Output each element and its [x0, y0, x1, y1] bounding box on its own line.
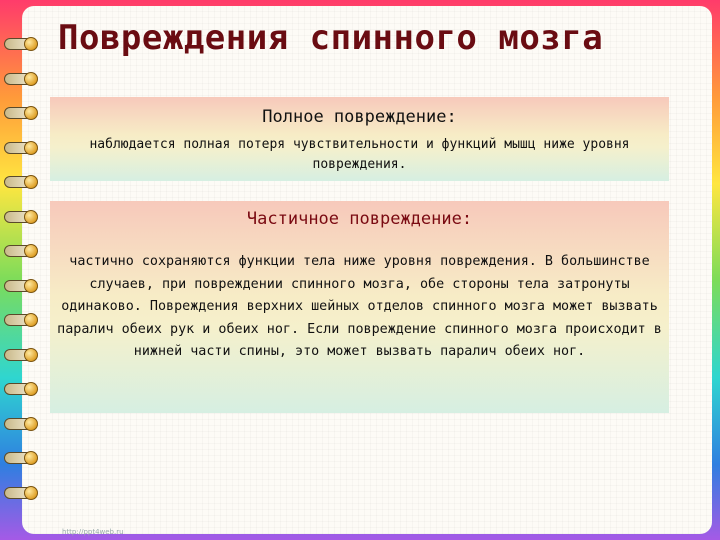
spiral-ring-icon	[4, 349, 34, 361]
spiral-ring-icon	[4, 452, 34, 464]
spiral-ring-icon	[4, 142, 34, 154]
complete-injury-block	[50, 97, 669, 181]
spiral-ring-icon	[4, 73, 34, 85]
slide-title: Повреждения спинного мозга	[58, 18, 604, 58]
partial-injury-text: частично сохраняются функции тела ниже уровня повреждения. В большинстве случаев, при повреждении спинного мозга, обе стороны тела затронуты одинаково. Повреждения верхних шейных отделов спинного мозга может вызвать паралич обеих рук и обеих ног. Если повреждение спинного мозга происходит в нижней части спины, это может вызвать паралич обеих ног.	[57, 254, 662, 359]
spiral-ring-icon	[4, 176, 34, 188]
spiral-ring-icon	[4, 383, 34, 395]
partial-injury-heading: Частичное повреждение:	[246, 209, 473, 229]
spiral-ring-icon	[4, 418, 34, 430]
complete-injury-heading: Полное повреждение:	[262, 107, 457, 127]
spiral-ring-icon	[4, 38, 34, 50]
spiral-ring-icon	[4, 245, 34, 257]
partial-injury-block	[50, 201, 669, 413]
spiral-ring-icon	[4, 107, 34, 119]
spiral-ring-icon	[4, 487, 34, 499]
footer-url: http://ppt4web.ru	[62, 528, 124, 536]
spiral-ring-icon	[4, 314, 34, 326]
spiral-ring-icon	[4, 211, 34, 223]
spiral-ring-icon	[4, 280, 34, 292]
complete-injury-text: наблюдается полная потеря чувствительности и функций мышц ниже уровня повреждения.	[89, 137, 630, 172]
